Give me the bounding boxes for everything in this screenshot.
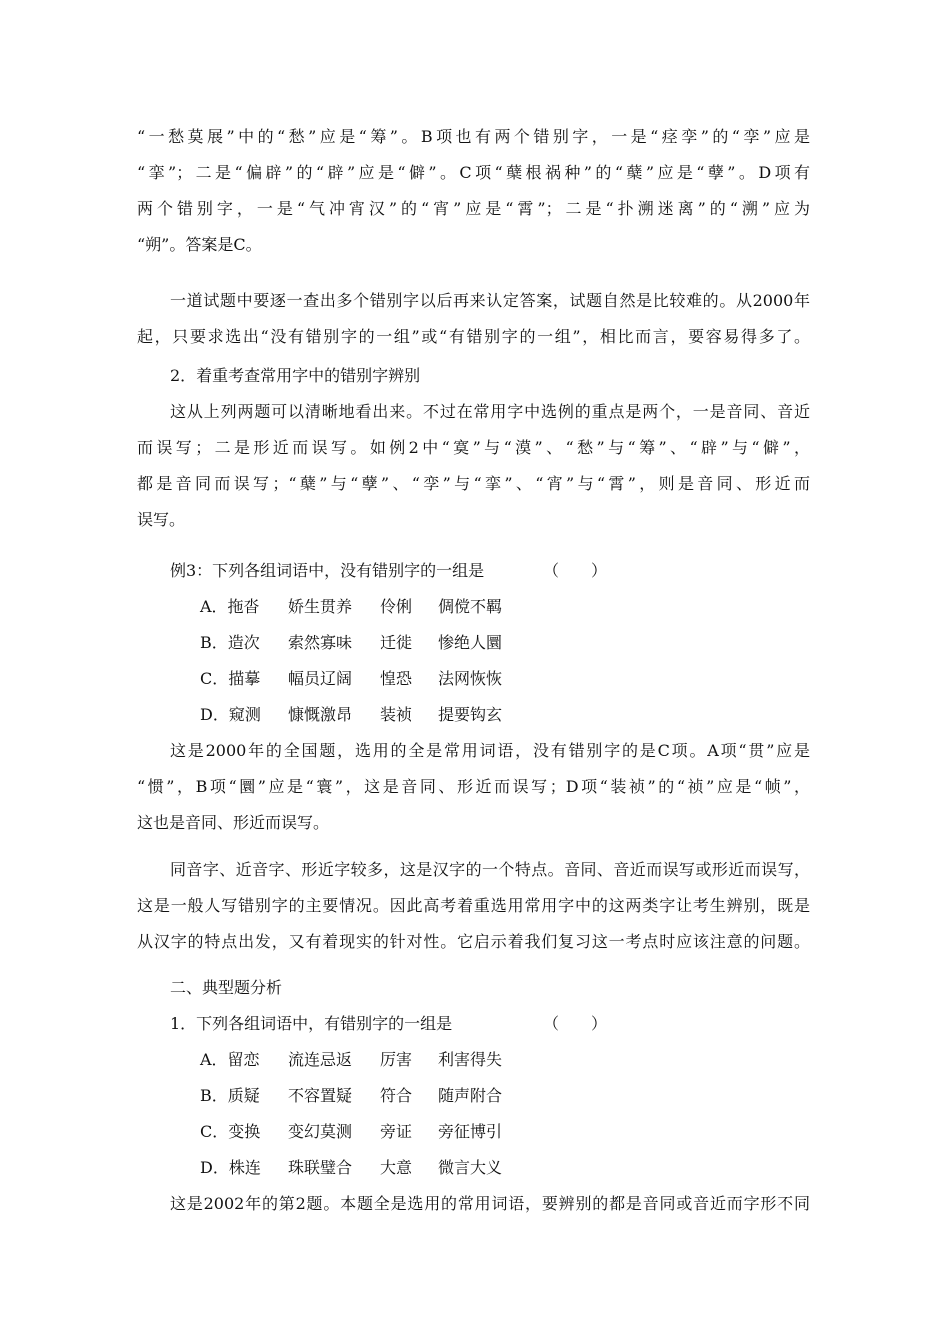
option-label: D．株连 (200, 1158, 261, 1177)
option-word: 慷慨激昂 (288, 705, 353, 724)
text-line: 这是2000年的全国题，选用的全是常用词语，没有错别字的是C项。A项“贯”应是 (170, 741, 810, 760)
text-line: “朔”。答案是C。 (137, 235, 262, 254)
option-word: 法网恢恢 (438, 669, 503, 688)
text-line: 而误写；二是形近而误写。如例2中“寞”与“漠”、“愁”与“筹”、“辟”与“僻”， (137, 438, 810, 457)
text-line: 这是一般人写错别字的主要情况。因此高考着重选用常用字中的这两类字让考生辨别，既是 (137, 896, 810, 915)
option-label: C．描摹 (200, 669, 261, 688)
option-label: B．质疑 (200, 1086, 260, 1105)
text-line: 误写。 (137, 510, 186, 529)
option-word: 符合 (380, 1086, 413, 1105)
text-line: 同音字、近音字、形近字较多，这是汉字的一个特点。音同、音近而误写或形近而误写， (170, 860, 810, 879)
option-word: 旁征博引 (438, 1122, 503, 1141)
option-word: 装祯 (380, 705, 413, 724)
option-word: 迁徙 (380, 633, 413, 652)
option-label: D．窥测 (200, 705, 261, 724)
example-question: 1．下列各组词语中，有错别字的一组是 (170, 1014, 453, 1033)
option-word: 提要钩玄 (438, 705, 503, 724)
text-line: “一愁莫展”中的“愁”应是“筹”。B项也有两个错别字，一是“痉孪”的“孪”应是 (137, 127, 810, 146)
option-word: 变幻莫测 (288, 1122, 353, 1141)
text-line: “挛”；二是“偏辟”的“辟”应是“僻”。C项“蘖根祸种”的“蘖”应是“孽”。D项有 (137, 163, 810, 182)
section-heading: 2．着重考查常用字中的错别字辨别 (170, 366, 421, 385)
option-word: 旁证 (380, 1122, 413, 1141)
answer-blank: （ ） (543, 1014, 608, 1033)
option-word: 随声附合 (438, 1086, 503, 1105)
option-word: 不容置疑 (288, 1086, 353, 1105)
option-word: 微言大义 (438, 1158, 503, 1177)
option-word: 伶俐 (380, 597, 413, 616)
option-word: 利害得失 (438, 1050, 503, 1069)
text-line: 一道试题中要逐一查出多个错别字以后再来认定答案，试题自然是比较难的。从2000年 (170, 291, 810, 310)
option-word: 厉害 (380, 1050, 413, 1069)
option-word: 倜傥不羁 (438, 597, 503, 616)
option-label: A．留恋 (200, 1050, 260, 1069)
text-line: 这也是音同、形近而误写。 (137, 813, 330, 832)
section-heading: 二、典型题分析 (170, 978, 283, 997)
option-word: 流连忌返 (288, 1050, 353, 1069)
option-word: 大意 (380, 1158, 413, 1177)
answer-blank: （ ） (543, 561, 608, 580)
option-word: 惨绝人圜 (438, 633, 503, 652)
option-word: 珠联璧合 (288, 1158, 353, 1177)
text-line: 都是音同而误写；“蘖”与“孽”、“孪”与“挛”、“宵”与“霄”，则是音同、形近而 (137, 474, 810, 493)
text-line: 起，只要求选出“没有错别字的一组”或“有错别字的一组”，相比而言，要容易得多了。 (137, 327, 810, 346)
option-word: 幅员辽阔 (288, 669, 353, 688)
option-word: 娇生贯养 (288, 597, 353, 616)
option-label: A．拖沓 (200, 597, 260, 616)
option-word: 索然寡味 (288, 633, 353, 652)
text-line: “惯”，B项“圜”应是“寰”，这是音同、形近而误写；D项“装祯”的“祯”应是“帧”， (137, 777, 810, 796)
text-line: 从汉字的特点出发，又有着现实的针对性。它启示着我们复习这一考点时应该注意的问题。 (137, 932, 810, 951)
text-line: 这是2002年的第2题。本题全是选用的常用词语，要辨别的都是音同或音近而字形不同 (170, 1194, 810, 1213)
text-line: 两个错别字，一是“气冲宵汉”的“宵”应是“霄”；二是“扑溯迷离”的“溯”应为 (137, 199, 810, 218)
option-label: B．造次 (200, 633, 260, 652)
example-question: 例3：下列各组词语中，没有错别字的一组是 (170, 561, 485, 580)
option-word: 惶恐 (380, 669, 413, 688)
option-label: C．变换 (200, 1122, 261, 1141)
text-line: 这从上列两题可以清晰地看出来。不过在常用字中选例的重点是两个，一是音同、音近 (170, 402, 810, 421)
